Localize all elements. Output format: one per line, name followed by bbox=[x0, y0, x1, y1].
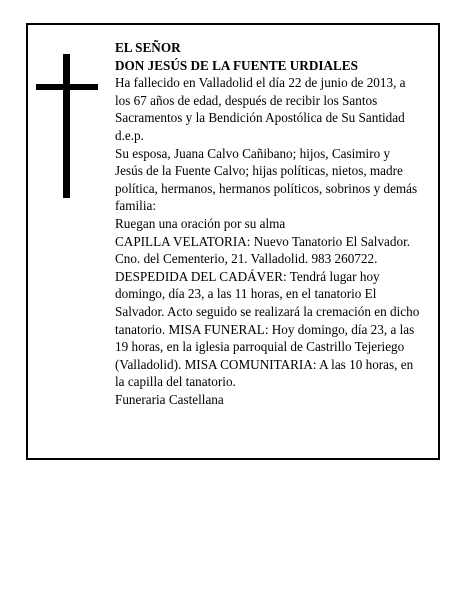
obituary-heading: EL SEÑOR bbox=[115, 40, 181, 55]
wake-info: CAPILLA VELATORIA: Nuevo Tanatorio El Salvador. Cno. del Cementerio, 21. Valladolid. 983 260722. bbox=[115, 233, 411, 267]
cross-icon bbox=[36, 54, 98, 198]
farewell-info: DESPEDIDA DEL CADÁVER: Tendrá lugar hoy domingo, día 23, a las 11 horas, en el tanatorio El Salvador. Acto seguido se realizará la cremación en dicho tanatorio. MISA FUNERAL: Hoy domingo, día 23, a las 19 horas, en la iglesia parroquial de Castrillo Tejeriego (Valladolid). MISA COMUNITARIA: A las 10 horas, en la capilla del tanatorio. bbox=[115, 268, 420, 390]
prayer-request: Ruegan una oración por su alma bbox=[115, 215, 286, 231]
cross-vertical-bar bbox=[63, 54, 70, 198]
cross-horizontal-bar bbox=[36, 84, 98, 90]
obituary-text bbox=[115, 39, 421, 408]
deceased-name: DON JESÚS DE LA FUENTE URDIALES bbox=[115, 57, 358, 73]
funeral-home: Funeraria Castellana bbox=[115, 391, 224, 407]
family-list: Su esposa, Juana Calvo Cañibano; hijos, Casimiro y Jesús de la Fuente Calvo; hijas políticas, nietos, madre política, hermanos, hermanos políticos, sobrinos y demás familia: bbox=[115, 145, 418, 214]
death-info: Ha fallecido en Valladolid el día 22 de junio de 2013, a los 67 años de edad, después de recibir los Santos Sacramentos y la Bendición Apostólica de Su Santidad d.e.p. bbox=[115, 75, 406, 143]
